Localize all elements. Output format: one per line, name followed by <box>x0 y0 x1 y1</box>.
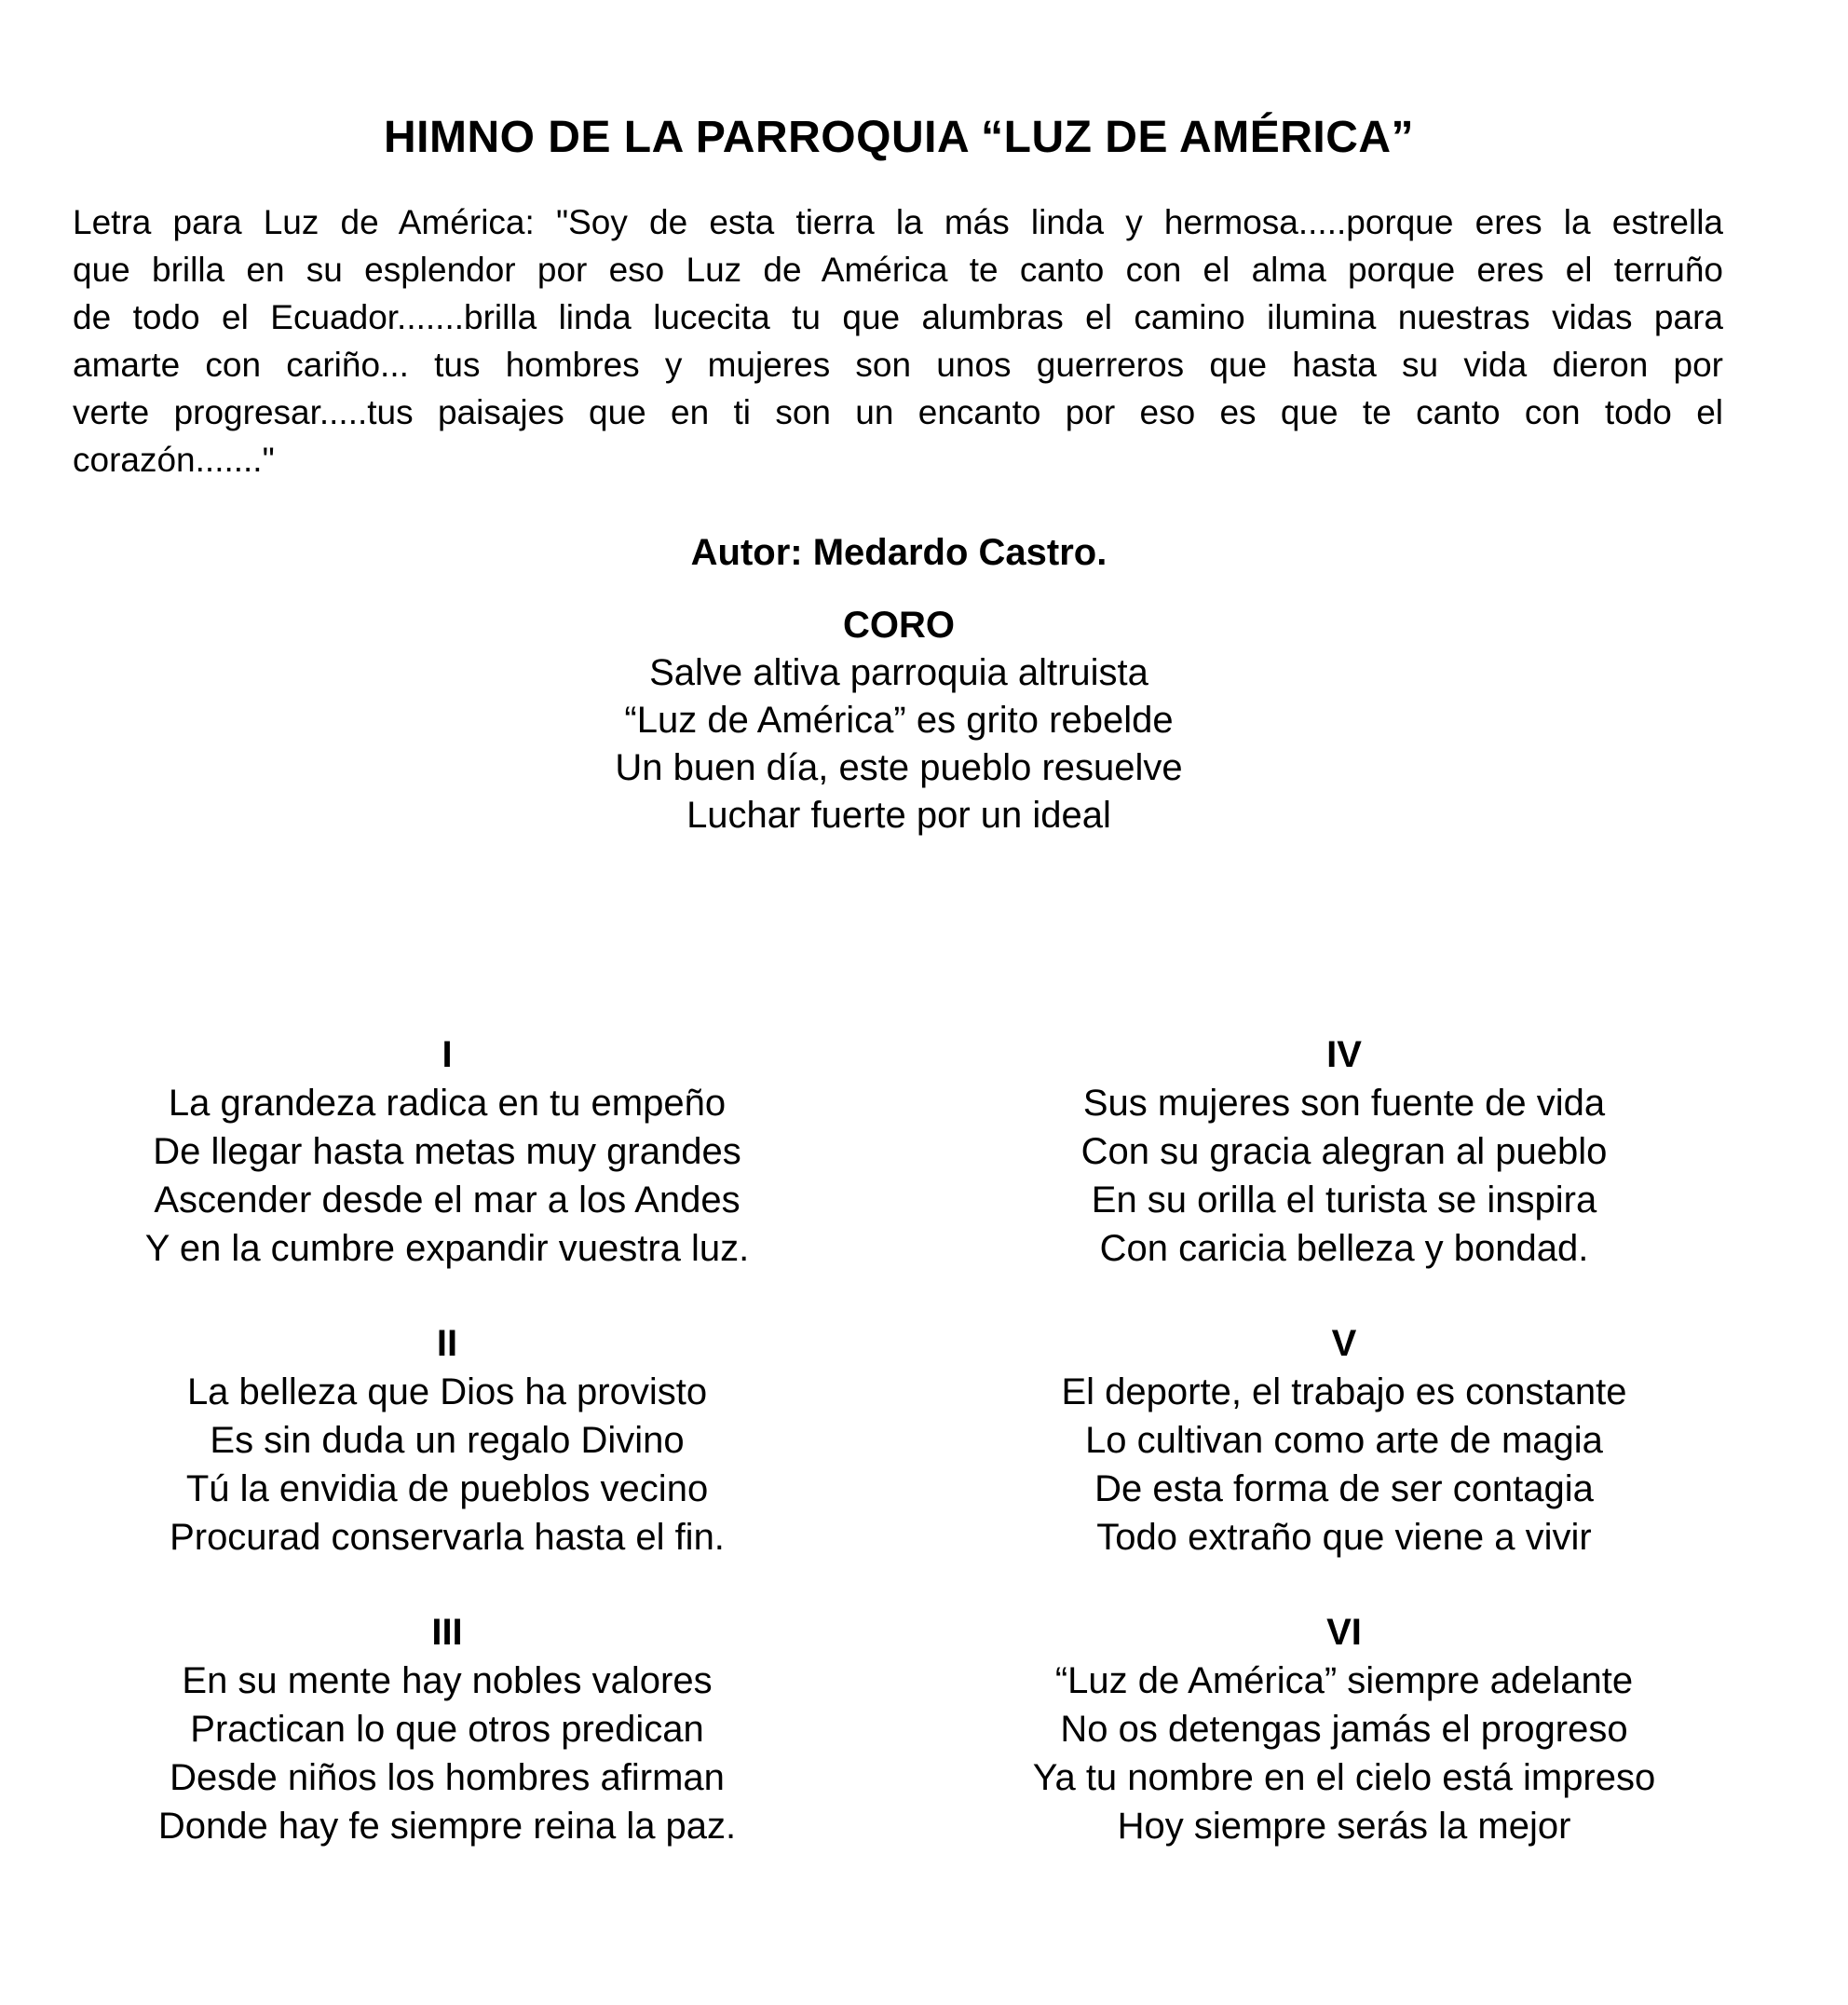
intro-line: verte progresar.....tus paisajes que en ti son un encanto por eso es que te canto con todo el <box>73 393 1723 431</box>
intro-line: amarte con cariño... tus hombres y mujeres son unos guerreros que hasta su vida dieron por <box>73 346 1723 384</box>
stanza-1-numeral: I <box>442 1034 453 1075</box>
verse-line: Ascender desde el mar a los Andes <box>154 1180 741 1221</box>
verse-line: Es sin duda un regalo Divino <box>210 1420 685 1461</box>
stanza-3 <box>0 1608 894 1850</box>
verse-line: Practican lo que otros predican <box>190 1709 704 1750</box>
verse-line: En su mente hay nobles valores <box>182 1660 713 1701</box>
stanza-6-numeral: VI <box>1326 1612 1362 1653</box>
stanza-2 <box>0 1319 894 1562</box>
stanza-5-numeral: V <box>1331 1323 1357 1364</box>
verse-line: La grandeza radica en tu empeño <box>168 1083 727 1124</box>
stanzas-section <box>0 1030 1848 1897</box>
stanza-6 <box>894 1608 1794 1850</box>
verse-line: El deporte, el trabajo es constante <box>1061 1371 1627 1412</box>
chorus-line: Un buen día, este pueblo resuelve <box>615 747 1183 788</box>
verse-line: De esta forma de ser contagia <box>1094 1468 1594 1509</box>
intro-line: que brilla en su esplendor por eso Luz de América te canto con el alma porque eres el terruño <box>73 251 1723 289</box>
stanza-2-numeral: II <box>436 1323 458 1364</box>
verse-line: Lo cultivan como arte de magia <box>1085 1420 1603 1461</box>
verse-line: De llegar hasta metas muy grandes <box>153 1131 741 1172</box>
author-line: Autor: Medardo Castro. <box>690 532 1107 573</box>
verse-line: Con caricia belleza y bondad. <box>1099 1228 1589 1269</box>
verse-line: Donde hay fe siempre reina la paz. <box>157 1806 737 1847</box>
verse-line: Tú la envidia de pueblos vecino <box>185 1468 709 1509</box>
intro-line: Letra para Luz de América: "Soy de esta tierra la más linda y hermosa.....porque eres la estrella <box>73 203 1723 241</box>
stanza-3-numeral: III <box>431 1612 463 1653</box>
verse-line: No os detengas jamás el progreso <box>1060 1709 1628 1750</box>
verse-line: Y en la cumbre expandir vuestra luz. <box>144 1228 750 1269</box>
chorus-line: Luchar fuerte por un ideal <box>686 795 1111 836</box>
verse-line: Con su gracia alegran al pueblo <box>1080 1131 1608 1172</box>
chorus-line: Salve altiva parroquia altruista <box>649 652 1148 693</box>
verse-line: Procurad conservarla hasta el fin. <box>170 1517 725 1558</box>
stanzas-left-column <box>0 1030 894 1897</box>
verse-line: La belleza que Dios ha provisto <box>186 1371 708 1412</box>
verse-line: Sus mujeres son fuente de vida <box>1082 1083 1606 1124</box>
chorus-line: “Luz de América” es grito rebelde <box>624 700 1174 741</box>
chorus-heading: CORO <box>843 605 955 646</box>
intro-line: corazón......." <box>73 441 275 479</box>
stanza-1 <box>0 1030 894 1273</box>
verse-line: Desde niños los hombres afirman <box>170 1757 725 1798</box>
stanza-4 <box>894 1030 1794 1273</box>
stanzas-right-column <box>894 1030 1794 1897</box>
verse-line: Hoy siempre serás la mejor <box>1117 1806 1571 1847</box>
verse-line: “Luz de América” siempre adelante <box>1054 1660 1634 1701</box>
stanza-4-numeral: IV <box>1326 1034 1362 1075</box>
stanza-5 <box>894 1319 1794 1562</box>
verse-line: Ya tu nombre en el cielo está impreso <box>1032 1757 1656 1798</box>
page-title: HIMNO DE LA PARROQUIA “LUZ DE AMÉRICA” <box>383 113 1415 162</box>
verse-line: En su orilla el turista se inspira <box>1091 1180 1597 1221</box>
intro-paragraph <box>73 198 1723 484</box>
chorus-section <box>0 602 1798 839</box>
intro-line: de todo el Ecuador.......brilla linda lucecita tu que alumbras el camino ilumina nuestras vidas para <box>73 298 1723 336</box>
verse-line: Todo extraño que viene a vivir <box>1096 1517 1592 1558</box>
